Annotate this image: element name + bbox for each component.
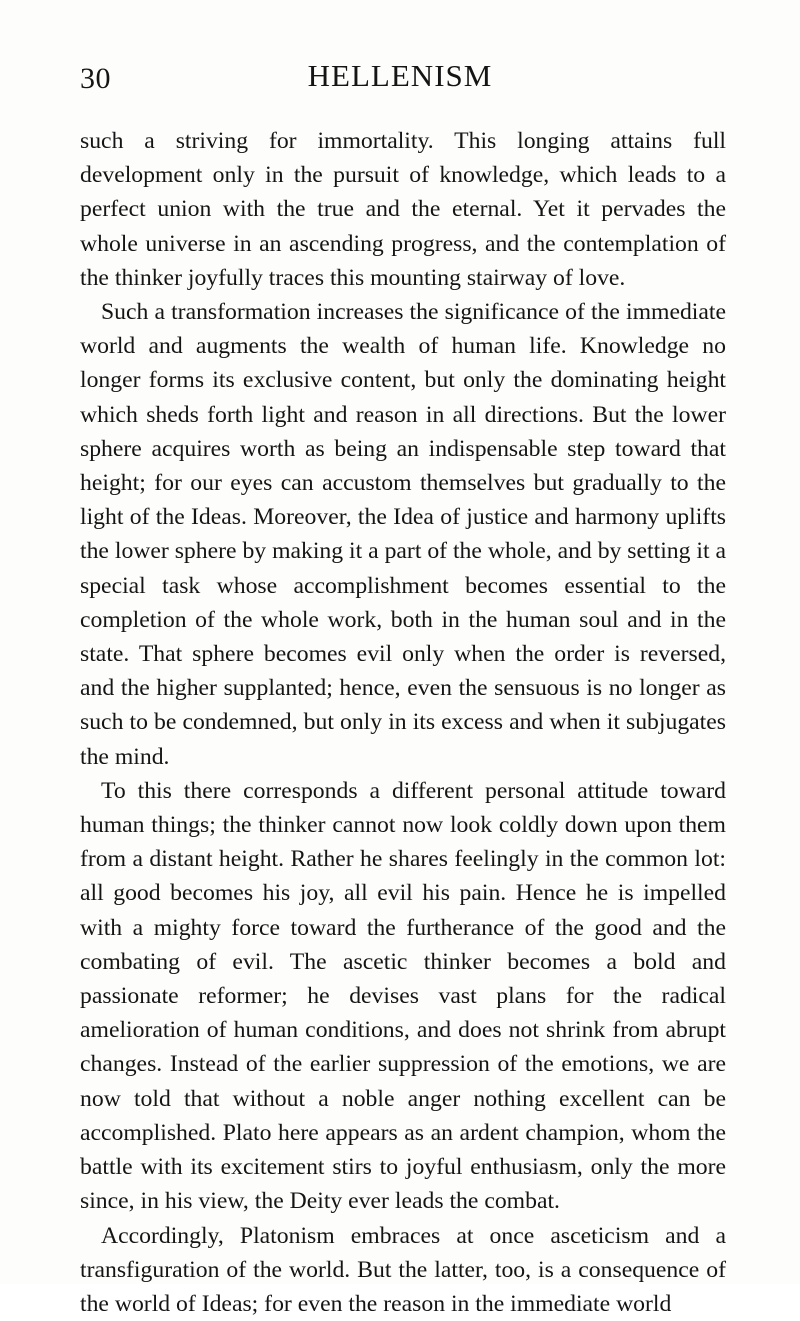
paragraph-continued: such a striving for immortality. This longing attains full development only in the pursuit of knowledge, which leads to a perfect union with the true and the eternal. Yet it pervades the whole universe in an ascending progress, and the contemplation of the thinker joyfully traces this mounting stairway of love.	[80, 124, 726, 295]
paragraph: Accordingly, Platonism embraces at once asceticism and a transfiguration of the world. But the latter, too, is a consequence of the world of Ideas; for even the reason in the immediate world	[80, 1219, 726, 1321]
body-text	[80, 124, 726, 1321]
page-header	[0, 58, 800, 102]
page-number: 30	[80, 62, 111, 96]
running-head: HELLENISM	[0, 58, 800, 94]
paragraph: Such a transformation increases the significance of the immediate world and augments the wealth of human life. Knowledge no longer forms its exclusive content, but only the dominating height which sheds forth light and reason in all directions. But the lower sphere acquires worth as being an indispensable step toward that height; for our eyes can accustom themselves but gradually to the light of the Ideas. Moreover, the Idea of justice and harmony uplifts the lower sphere by making it a part of the whole, and by setting it a special task whose accomplishment becomes essential to the completion of the whole work, both in the human soul and in the state. That sphere becomes evil only when the order is reversed, and the higher supplanted; hence, even the sensuous is no longer as such to be condemned, but only in its excess and when it subjugates the mind.	[80, 295, 726, 774]
paragraph: To this there corresponds a different personal attitude toward human things; the thinker cannot now look coldly down upon them from a distant height. Rather he shares feelingly in the common lot: all good becomes his joy, all evil his pain. Hence he is impelled with a mighty force toward the furtherance of the good and the combating of evil. The ascetic thinker becomes a bold and passionate reformer; he devises vast plans for the radical amelioration of human conditions, and does not shrink from abrupt changes. Instead of the earlier suppression of the emotions, we are now told that without a noble anger nothing excellent can be accomplished. Plato here appears as an ardent champion, whom the battle with its excitement stirs to joyful enthusiasm, only the more since, in his view, the Deity ever leads the combat.	[80, 774, 726, 1219]
